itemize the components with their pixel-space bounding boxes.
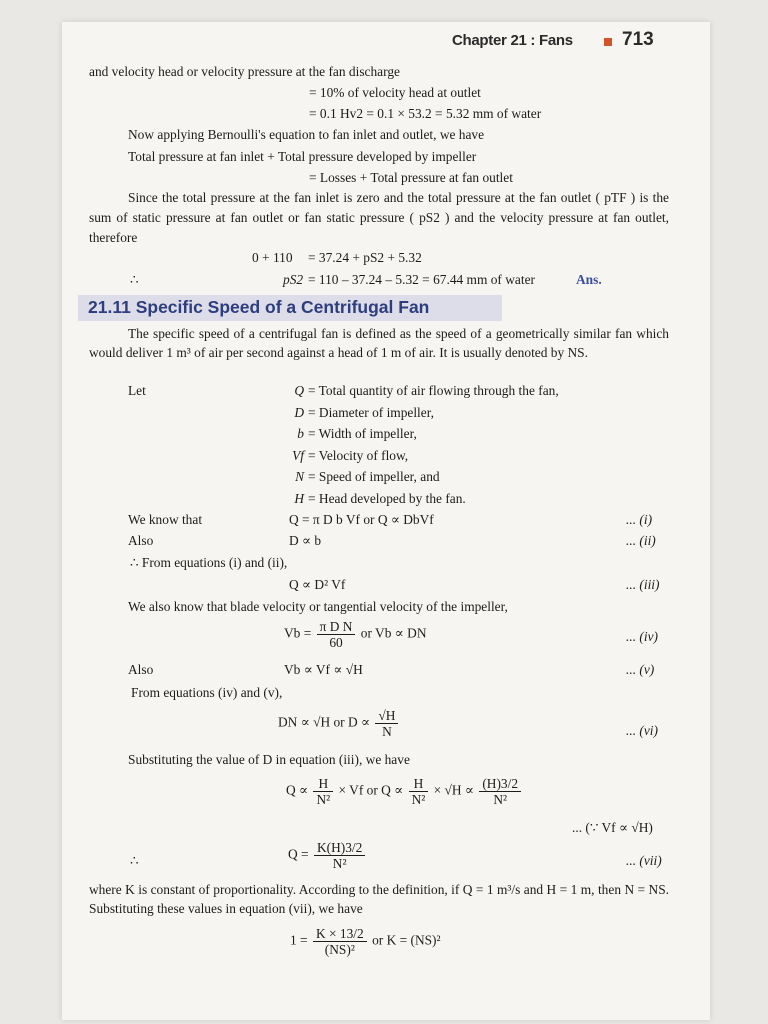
- equation-number: ... (i): [626, 512, 653, 527]
- fraction: [375, 708, 398, 739]
- symbol: H: [294, 491, 304, 506]
- let-label: Let: [128, 383, 146, 398]
- equation-vii: [288, 840, 367, 871]
- symbol-desc: = Total quantity of air flowing through the fan,: [308, 383, 559, 398]
- numerator: √H: [375, 708, 398, 724]
- equation-lhs: pS2: [283, 272, 304, 287]
- equation-rhs: = 37.24 + pS2 + 5.32: [308, 250, 422, 265]
- equation-rhs: or K = (NS)²: [372, 932, 441, 948]
- symbol: D: [294, 405, 304, 420]
- section-title-text: Specific Speed of a Centrifugal Fan: [135, 297, 430, 317]
- symbol: b: [297, 426, 304, 441]
- equation-q: [286, 776, 523, 807]
- equation-ii: D ∝ b: [289, 533, 322, 548]
- section-number: 21.11: [88, 297, 131, 317]
- text-line: Substituting the value of D in equation (iii), we have: [128, 752, 410, 767]
- fraction: [313, 776, 333, 807]
- numerator: K × 13/2: [313, 926, 367, 942]
- page-number: 713: [622, 29, 654, 50]
- numerator: H: [409, 776, 429, 792]
- equation-lhs: DN ∝ √H or D ∝: [278, 714, 371, 730]
- symbol: Vf: [292, 448, 304, 463]
- because-note: ... (∵ Vf ∝ √H): [572, 820, 653, 835]
- denominator: (NS)²: [324, 942, 355, 957]
- numerator: (H)3/2: [479, 776, 521, 792]
- denominator: N: [382, 724, 392, 739]
- equation-number: ... (v): [626, 662, 655, 677]
- equation-iv: [284, 619, 427, 650]
- equation-number: ... (vii): [626, 853, 662, 868]
- fraction: [317, 619, 356, 650]
- chapter-header: Chapter 21 : Fans: [452, 32, 573, 49]
- equation-lhs: 1 =: [290, 932, 308, 948]
- equation-middle: × Vf or Q ∝: [338, 782, 404, 798]
- we-know-label: We know that: [128, 512, 203, 527]
- equation-number: ... (ii): [626, 533, 656, 548]
- text-line: Total pressure at fan inlet + Total pressure developed by impeller: [128, 149, 477, 164]
- answer-label: Ans.: [576, 272, 602, 287]
- text-line: = 0.1 Hv2 = 0.1 × 53.2 = 5.32 mm of water: [309, 106, 542, 121]
- equation-lhs: Vb =: [284, 625, 312, 641]
- section-heading: [88, 297, 429, 318]
- text-line: and velocity head or velocity pressure at the fan discharge: [89, 64, 400, 79]
- denominator: N²: [316, 792, 331, 807]
- equation-iii: Q ∝ D² Vf: [289, 577, 346, 592]
- intro-paragraph: The specific speed of a centrifugal fan is defined as the speed of a geometrically similar fan which would deliver 1 m³ of air per second against a head of 1 m of air. It is usually denoted by NS.: [89, 326, 669, 360]
- numerator: H: [313, 776, 333, 792]
- therefore-symbol: ∴: [130, 272, 139, 287]
- symbol-desc: = Velocity of flow,: [308, 448, 409, 463]
- denominator: N²: [411, 792, 426, 807]
- equation-number: ... (iv): [626, 629, 658, 644]
- fraction: [313, 926, 367, 957]
- equation-final: [290, 926, 441, 957]
- fraction: [314, 840, 365, 871]
- symbol-desc: = Width of impeller,: [308, 426, 417, 441]
- denominator: N²: [493, 792, 508, 807]
- paragraph: Since the total pressure at the fan inlet is zero and the total pressure at the fan outlet ( pTF ) is the sum of static pressure at fan outlet or fan static pressure ( pS2 ) and the velocity pressure at fan outlet, therefore: [89, 190, 669, 245]
- text-line: Now applying Bernoulli's equation to fan inlet and outlet, we have: [128, 127, 485, 142]
- numerator: K(H)3/2: [314, 840, 365, 856]
- symbol: N: [295, 469, 304, 484]
- text-line: = 10% of velocity head at outlet: [309, 85, 481, 100]
- also-label: Also: [128, 662, 154, 677]
- therefore-symbol: ∴: [130, 853, 139, 868]
- header-square-icon: [604, 38, 612, 46]
- text-line: We also know that blade velocity or tangential velocity of the impeller,: [128, 599, 508, 614]
- equation-lhs: Q =: [288, 846, 309, 862]
- equation-middle: × √H ∝: [433, 782, 474, 798]
- equation-rhs: or Vb ∝ DN: [360, 625, 427, 641]
- symbol-desc: = Diameter of impeller,: [308, 405, 434, 420]
- text-line: = Losses + Total pressure at fan outlet: [309, 170, 513, 185]
- denominator: N²: [332, 856, 347, 871]
- equation-v: Vb ∝ Vf ∝ √H: [284, 662, 363, 677]
- symbol-desc: = Head developed by the fan.: [308, 491, 466, 506]
- text-line: ∴ From equations (i) and (ii),: [130, 555, 288, 570]
- denominator: 60: [329, 635, 343, 650]
- equation-lhs: Q ∝: [286, 782, 309, 798]
- equation-lhs: 0 + 110: [252, 250, 293, 265]
- also-label: Also: [128, 533, 154, 548]
- fraction: [409, 776, 429, 807]
- symbol: Q: [294, 383, 304, 398]
- paragraph: where K is constant of proportionality. According to the definition, if Q = 1 m³/s and H = 1 m, then N = NS. Substituting these values in equation (vii), we have: [89, 882, 669, 916]
- equation-i: Q = π D b Vf or Q ∝ DbVf: [289, 512, 434, 527]
- equation-number: ... (iii): [626, 577, 660, 592]
- equation-rhs: = 110 – 37.24 – 5.32 = 67.44 mm of water: [308, 272, 535, 287]
- symbol-desc: = Speed of impeller, and: [308, 469, 440, 484]
- numerator: π D N: [317, 619, 356, 635]
- text-line: From equations (iv) and (v),: [131, 685, 283, 700]
- fraction: [479, 776, 521, 807]
- equation-number: ... (vi): [626, 723, 658, 738]
- equation-vi: [278, 708, 400, 739]
